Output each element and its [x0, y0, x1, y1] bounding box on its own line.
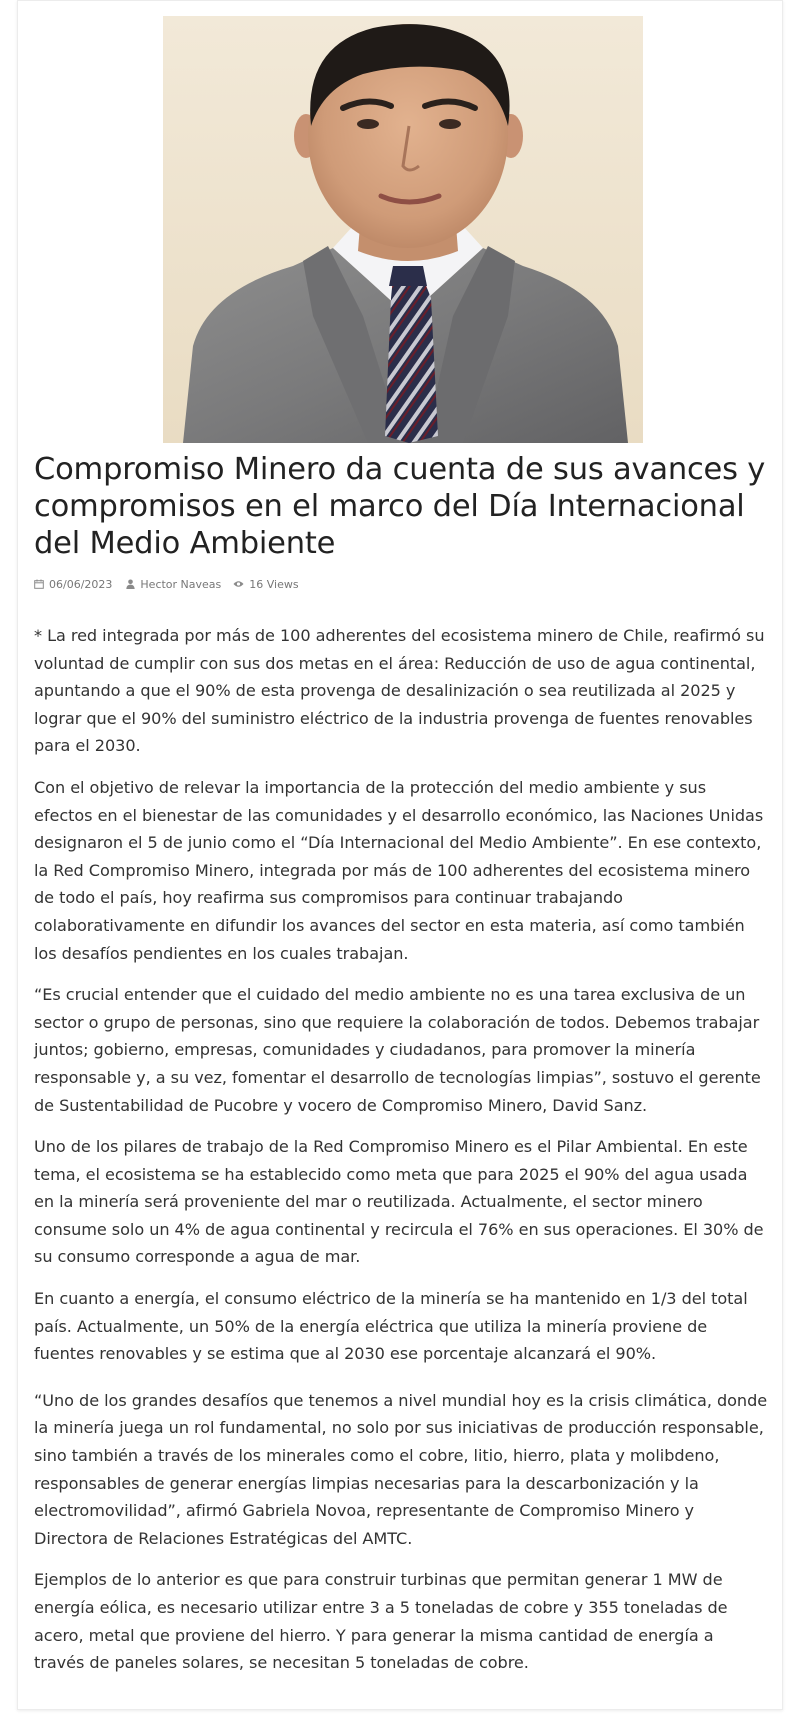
calendar-icon — [34, 579, 44, 589]
article-card — [17, 0, 783, 1710]
meta-author[interactable] — [126, 578, 221, 591]
article-paragraph: Ejemplos de lo anterior es que para construir turbinas que permitan generar 1 MW de energía eólica, es necesario utilizar entre 3 a 5 toneladas de cobre y 355 toneladas de acero, metal que proviene del hierro. Y para generar la misma cantidad de energía a través de paneles solares, se necesitan 5 toneladas de cobre. — [34, 1570, 728, 1673]
meta-author-text: Hector Naveas — [140, 577, 222, 591]
article-paragraph: En cuanto a energía, el consumo eléctrico de la minería se ha mantenido en 1/3 del total país. Actualmente, un 50% de la energía eléctrica que utiliza la minería proviene de fuentes renovables y se estima que al 2030 ese porcentaje alcanzará el 90%. — [34, 1289, 748, 1364]
article-paragraph: * La red integrada por más de 100 adherentes del ecosistema minero de Chile, reafirmó su voluntad de cumplir con sus dos metas en el área: Reducción de uso de agua continental, apuntando a que el 90% de esta provenga de desalinización o sea reutilizada al 2025 y lograr que el 90% del suministro eléctrico de la industria provenga de fuentes renovables para el 2030. — [34, 626, 765, 756]
featured-image[interactable] — [163, 16, 643, 443]
meta-date[interactable] — [34, 578, 112, 591]
meta-views-text: 16 Views — [249, 577, 299, 591]
article-content — [34, 451, 768, 1691]
article-meta — [34, 575, 768, 593]
article-body — [34, 622, 768, 1677]
eye-icon — [233, 580, 244, 588]
user-icon — [126, 579, 135, 589]
article-paragraph: Con el objetivo de relevar la importancia de la protección del medio ambiente y sus efectos en el bienestar de las comunidades y el desarrollo económico, las Naciones Unidas designaron el 5 de junio como el “Día Internacional del Medio Ambiente”. En ese contexto, la Red Compromiso Minero, integrada por más de 100 adherentes del ecosistema minero de todo el país, hoy reafirma sus compromisos para continuar trabajando colaborativamente en difundir los avances del sector en esta materia, así como también los desafíos pendientes en los cuales trabajan. — [34, 777, 764, 963]
article-paragraph: “Uno de los grandes desafíos que tenemos a nivel mundial hoy es la crisis climática, donde la minería juega un rol fundamental, no solo por sus iniciativas de producción responsable, sino también a través de los minerales como el cobre, litio, hierro, plata y molibdeno, responsables de generar energías limpias necesarias para la descarbonización y la electromovilidad”, afirmó Gabriela Novoa, representante de Compromiso Minero y Directora de Relaciones Estratégicas del AMTC. — [34, 1390, 768, 1548]
article-paragraph: “Es crucial entender que el cuidado del medio ambiente no es una tarea exclusiva de un sector o grupo de personas, sino que requiere la colaboración de todos. Debemos trabajar juntos; gobierno, empresas, comunidades y ciudadanos, para promover la minería responsable y, a su vez, fomentar el desarrollo de tecnologías limpias”, sostuvo el gerente de Sustentabilidad de Pucobre y vocero de Compromiso Minero, David Sanz. — [34, 985, 761, 1115]
article-paragraph: Uno de los pilares de trabajo de la Red Compromiso Minero es el Pilar Ambiental. En este tema, el ecosistema se ha establecido como meta que para 2025 el 90% del agua usada en la minería será proveniente del mar o reutilizada. Actualmente, el sector minero consume solo un 4% de agua continental y recircula el 76% en sus operaciones. El 30% de su consumo corresponde a agua de mar. — [34, 1137, 764, 1267]
meta-views — [233, 578, 298, 591]
article-title[interactable]: Compromiso Minero da cuenta de sus avances y compromisos en el marco del Día Internacional del Medio Ambiente — [34, 452, 766, 561]
meta-date-text: 06/06/2023 — [49, 577, 113, 591]
